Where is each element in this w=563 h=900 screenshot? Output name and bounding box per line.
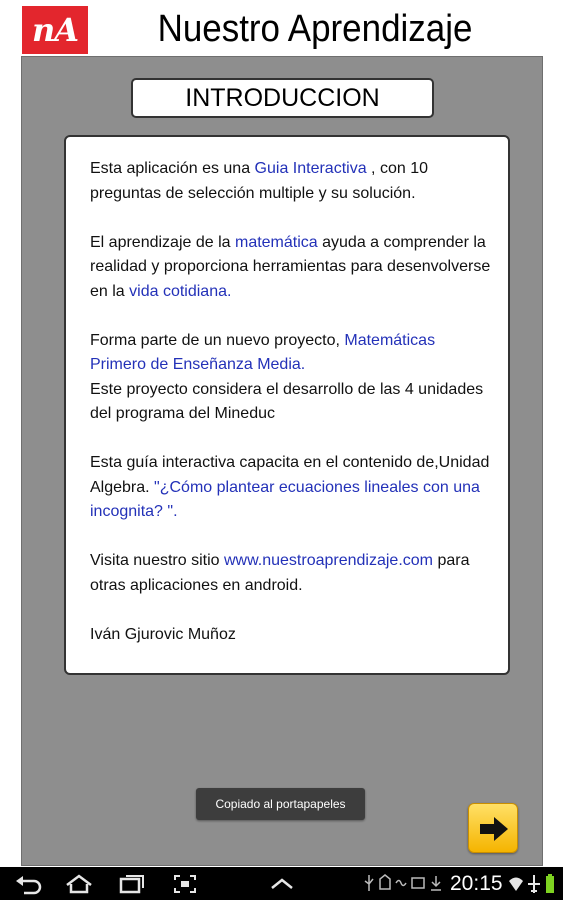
intro-paragraph-4 (90, 451, 494, 525)
gallery-icon (410, 873, 426, 893)
guide-link: Guia Interactiva (254, 160, 367, 177)
website-link[interactable]: www.nuestroaprendizaje.com (224, 552, 433, 569)
text: Esta guía interactiva capacita en el contenido de,Unidad Algebra. (90, 454, 490, 496)
intro-paragraph-5 (90, 549, 494, 598)
arrow-right-icon (477, 814, 511, 844)
clock: 20:15 (450, 872, 503, 895)
author-name: Iván Gjurovic Muñoz (90, 625, 236, 643)
intro-paragraph-2 (90, 231, 494, 305)
text: , con 10 preguntas de selección multiple y su solución. (90, 160, 428, 202)
topic-link: "¿Cómo plantear ecuaciones lineales con una incognita? ". (90, 478, 480, 520)
recent-apps-icon[interactable] (117, 873, 147, 895)
project-link: Matemáticas Primero de Enseñanza Media. (90, 331, 436, 373)
battery-icon (545, 873, 555, 895)
screenshot-icon[interactable] (172, 873, 198, 895)
section-title: INTRODUCCION (131, 78, 434, 118)
chevron-up-icon[interactable] (268, 873, 296, 895)
app-logo: nA (22, 6, 88, 54)
text: Este proyecto considera el desarrollo de las 4 unidades del programa del Mineduc (90, 380, 484, 422)
text: Esta aplicación es una (90, 160, 255, 177)
home-icon[interactable] (64, 873, 94, 895)
wifi-icon (508, 873, 524, 895)
intro-card (64, 135, 510, 675)
text: ayuda a comprender la realidad y proporciona herramientas para desenvolverse en la (90, 233, 491, 300)
text: Visita nuestro sitio (90, 552, 224, 569)
notification-icon (378, 873, 392, 893)
text: para otras aplicaciones en android. (90, 552, 470, 594)
text: Forma parte de un nuevo proyecto, (90, 331, 345, 349)
intro-paragraph-1 (90, 157, 494, 206)
toast-message: Copiado al portapapeles (196, 788, 365, 820)
next-button[interactable] (468, 803, 518, 853)
app-title: Nuestro Aprendizaje (157, 8, 473, 50)
wave-icon (394, 873, 408, 893)
daily-life-link: vida cotidiana. (129, 282, 232, 300)
usb-icon (362, 873, 376, 893)
text: El aprendizaje de la (90, 233, 235, 251)
download-icon (428, 873, 444, 893)
math-link: matemática (234, 233, 318, 251)
intro-paragraph-3 (90, 329, 494, 427)
back-icon[interactable] (14, 873, 44, 895)
airplane-icon (527, 873, 541, 895)
system-bar (0, 867, 563, 900)
